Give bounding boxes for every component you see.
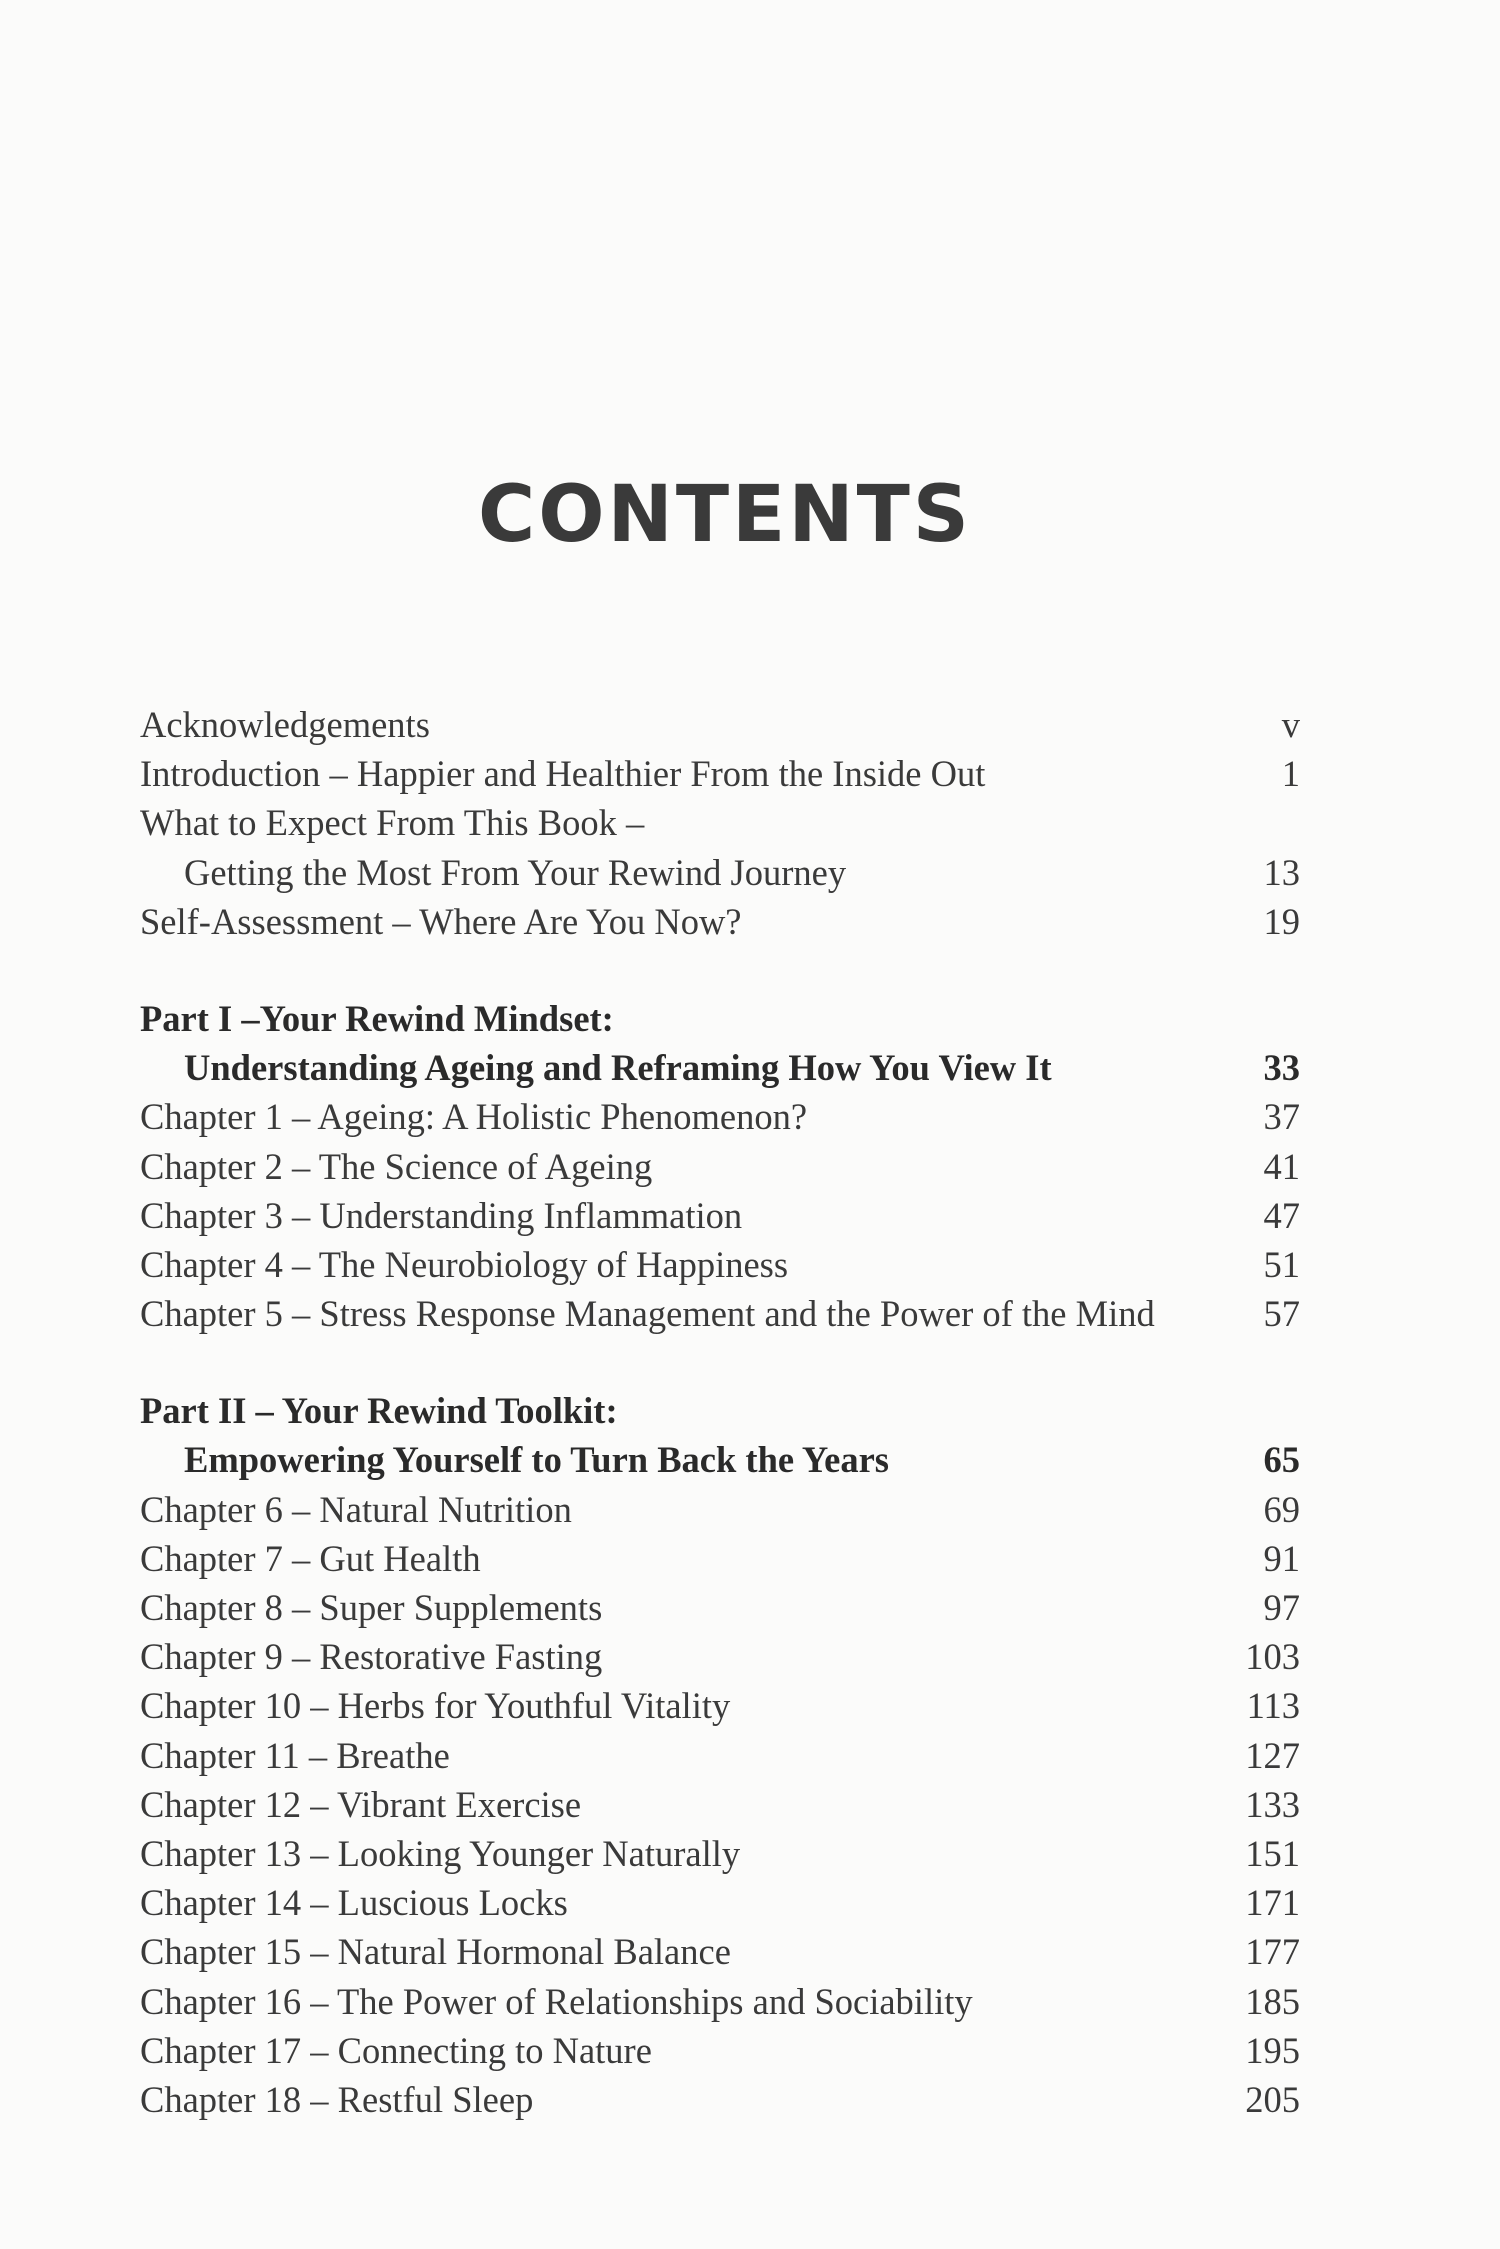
toc-entry-page-number: 195 [1245,2029,1300,2071]
toc-entry [140,2075,1300,2124]
toc-entry-page-number: 151 [1245,1832,1300,1874]
toc-entry-page-number: 133 [1245,1783,1300,1825]
toc-entry-title: Part I –Your Rewind Mindset: [140,997,614,1039]
toc-part-heading [140,1435,1300,1484]
section-gap [140,946,1300,994]
toc-entry-title: Empowering Yourself to Turn Back the Years [184,1439,890,1481]
toc-part-heading [140,1386,1300,1435]
toc-entry-page-number: 69 [1263,1488,1300,1530]
toc-entry-title: Chapter 4 – The Neurobiology of Happiness [140,1243,789,1285]
toc-entry-page-number: 57 [1263,1293,1300,1335]
toc-entry [140,1927,1300,1976]
toc-front-matter [140,700,1300,946]
toc-entry-page-number: 103 [1245,1636,1300,1678]
table-of-contents [140,700,1300,2124]
toc-entry-page-number: 51 [1263,1243,1300,1285]
toc-entry [140,1731,1300,1780]
toc-entry-title: Chapter 3 – Understanding Inflammation [140,1194,743,1236]
toc-entry-page-number: 91 [1263,1537,1300,1579]
toc-entry-page-number: 97 [1263,1587,1300,1628]
toc-entry-title: Chapter 6 – Natural Nutrition [140,1488,572,1530]
toc-entry [140,1780,1300,1829]
toc-entry-title: Chapter 11 – Breathe [140,1734,450,1776]
toc-part-1 [140,994,1300,1338]
toc-entry-title: Chapter 5 – Stress Response Management and the Power of the Mind [140,1293,1155,1335]
toc-entry [140,1534,1300,1583]
toc-entry-page-number: 33 [1263,1047,1300,1089]
toc-entry [140,1632,1300,1681]
toc-entry-title: What to Expect From This Book – [140,802,645,844]
toc-entry [140,2026,1300,2075]
toc-entry-title: Chapter 7 – Gut Health [140,1537,481,1579]
toc-entry-page-number: 19 [1263,900,1300,942]
toc-entry-page-number: 47 [1263,1194,1300,1236]
toc-entry-page-number: 185 [1245,1980,1300,2022]
toc-entry-title: Acknowledgements [140,704,430,745]
toc-part-2 [140,1386,1300,2124]
toc-entry [140,1977,1300,2026]
toc-entry [140,1191,1300,1240]
toc-entry-title: Chapter 10 – Herbs for Youthful Vitality [140,1685,731,1727]
toc-entry [140,1240,1300,1289]
toc-entry-title: Self-Assessment – Where Are You Now? [140,900,742,942]
toc-entry [140,1878,1300,1927]
toc-entry-page-number: 171 [1245,1882,1300,1924]
toc-entry-title: Chapter 12 – Vibrant Exercise [140,1783,582,1825]
toc-entry [140,1092,1300,1141]
toc-entry-title: Chapter 18 – Restful Sleep [140,2078,534,2120]
toc-entry-title: Chapter 2 – The Science of Ageing [140,1145,653,1187]
toc-entry-title: Chapter 15 – Natural Hormonal Balance [140,1931,731,1973]
toc-entry-title: Getting the Most From Your Rewind Journey [184,851,847,893]
toc-entry-page-number: 41 [1263,1145,1300,1187]
toc-entry-title: Part II – Your Rewind Toolkit: [140,1390,618,1432]
toc-entry-title: Chapter 8 – Super Supplements [140,1587,603,1628]
toc-entry [140,1485,1300,1534]
toc-entry [140,1583,1300,1632]
toc-entry-title: Chapter 16 – The Power of Relationships and Sociability [140,1980,973,2022]
toc-entry-title: Understanding Ageing and Reframing How You View It [184,1047,1052,1089]
toc-entry [140,848,1300,897]
toc-part-heading [140,1043,1300,1092]
toc-entry-page-number: 13 [1263,851,1300,893]
toc-entry [140,700,1300,749]
toc-entry-title: Chapter 17 – Connecting to Nature [140,2029,652,2071]
section-gap [140,1338,1300,1386]
toc-entry-title: Chapter 9 – Restorative Fasting [140,1636,603,1678]
page-title: CONTENTS [478,470,972,560]
toc-entry-page-number: 205 [1245,2078,1300,2120]
toc-entry-page-number: 113 [1246,1685,1300,1727]
toc-entry-title: Chapter 1 – Ageing: A Holistic Phenomenon? [140,1096,808,1138]
toc-entry [140,897,1300,946]
toc-entry-page-number: 177 [1245,1931,1300,1973]
toc-entry [140,749,1300,798]
toc-entry-title: Chapter 13 – Looking Younger Naturally [140,1832,741,1874]
toc-entry-page-number: 37 [1263,1096,1300,1138]
toc-entry [140,1829,1300,1878]
toc-entry-page-number: 65 [1263,1439,1300,1481]
toc-entry [140,798,1300,847]
toc-entry-title: Chapter 14 – Luscious Locks [140,1882,568,1924]
toc-part-heading [140,994,1300,1043]
toc-entry-page-number: v [1281,704,1300,745]
toc-entry [140,1289,1300,1338]
toc-entry [140,1681,1300,1730]
toc-entry-page-number: 1 [1281,753,1300,795]
toc-entry-title: Introduction – Happier and Healthier From the Inside Out [140,753,986,795]
toc-entry-page-number: 127 [1245,1734,1300,1776]
toc-entry [140,1142,1300,1191]
